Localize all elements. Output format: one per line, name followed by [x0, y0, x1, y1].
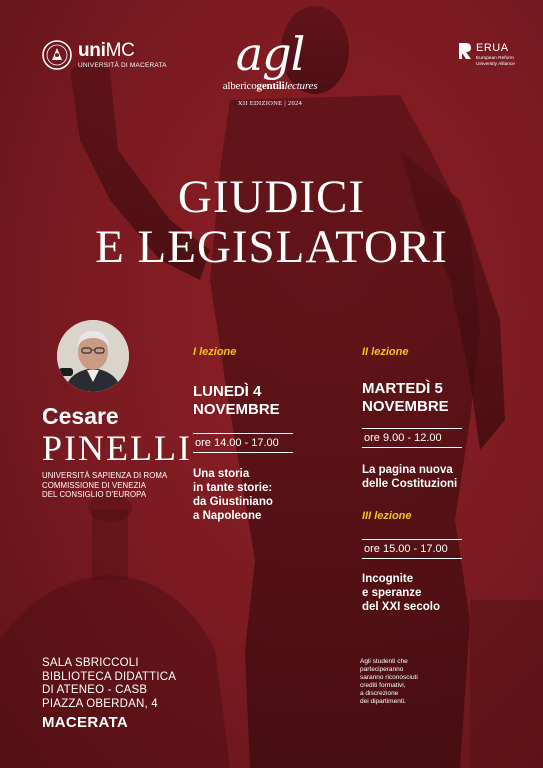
speaker-first-name: Cesare — [42, 403, 119, 429]
title-line-1: GIUDICI — [177, 171, 366, 223]
lecture-3-label: III lezione — [362, 510, 412, 522]
unimc-wordmark: uniMC — [78, 40, 135, 61]
venue-city: MACERATA — [42, 714, 128, 731]
lecture-1-topic: Una storia in tante storie: da Giustiniano a Napoleone — [193, 468, 273, 522]
venue-address: SALA SBRICCOLI BIBLIOTECA DIDATTICA DI ATENEO - CASB PIAZZA OBERDAN, 4 — [42, 657, 177, 710]
lecture-2-time: ore 9.00 - 12.00 — [362, 428, 462, 448]
edition-label: XII EDIZIONE | 2024 — [237, 100, 303, 107]
agl-logo — [200, 28, 340, 107]
speaker-photo — [57, 320, 129, 392]
unimc-logo — [42, 40, 167, 70]
erua-name: ERUA — [476, 42, 509, 54]
speaker-last-name: PINELLI — [42, 428, 192, 468]
erua-logo-icon — [458, 42, 472, 60]
lecture-2-label: II lezione — [362, 346, 409, 358]
erua-logo — [458, 42, 522, 67]
lecture-3-time: ore 15.00 - 17.00 — [362, 539, 462, 559]
erua-subtitle: European Reform University Alliance — [476, 56, 515, 67]
lecture-3-topic: Incognite e speranze del XXI secolo — [362, 573, 440, 613]
unimc-subtitle: UNIVERSITÀ DI MACERATA — [78, 62, 167, 69]
lecture-2-topic: La pagina nuova delle Costituzioni — [362, 464, 458, 490]
agl-mark: agl — [235, 27, 305, 81]
lecture-1-time: ore 14.00 - 17.00 — [193, 433, 293, 453]
lecture-1-label: I lezione — [193, 346, 237, 358]
lecture-1-date: LUNEDÌ 4 NOVEMBRE — [193, 383, 280, 418]
speaker-portrait-icon — [57, 320, 129, 392]
university-seal-icon — [42, 40, 72, 70]
title-line-2: E LEGISLATORI — [95, 221, 448, 273]
credits-note: Agli studenti che parteciperanno saranno riconosciuti crediti formativi, a discrezione dei dipartimenti. — [360, 658, 418, 705]
speaker-affiliations: UNIVERSITÀ SAPIENZA DI ROMA COMMISSIONE DI VENEZIA DEL CONSIGLIO D'EUROPA — [42, 471, 168, 499]
agl-lectures-name: albericogentililectures — [222, 80, 318, 92]
poster-title — [0, 172, 543, 272]
lecture-2-date: MARTEDÌ 5 NOVEMBRE — [362, 380, 449, 415]
